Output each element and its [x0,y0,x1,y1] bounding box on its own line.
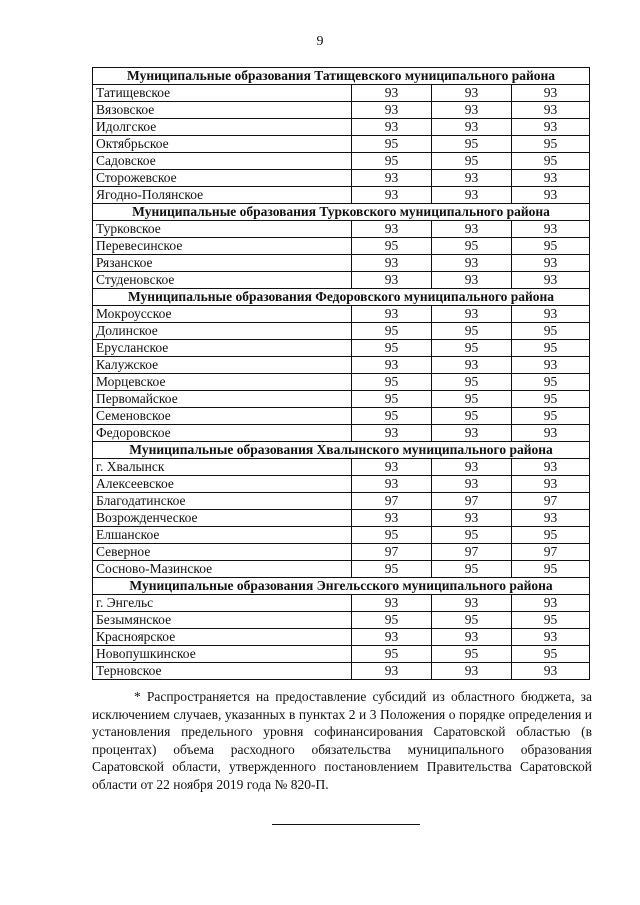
table-row [93,374,590,391]
rate-cell: 97 [432,544,512,561]
rate-cell: 95 [512,153,590,170]
rate-cell: 95 [432,408,512,425]
closing-rule [272,824,420,825]
municipality-name: Садовское [93,153,352,170]
municipality-name: Федоровское [93,425,352,442]
municipality-name: Октябрьское [93,136,352,153]
rate-cell: 95 [432,646,512,663]
rate-cell: 95 [512,391,590,408]
rate-cell: 93 [512,187,590,204]
rate-cell: 95 [352,561,432,578]
rate-cell: 93 [512,102,590,119]
table-row [93,595,590,612]
rate-cell: 93 [512,306,590,323]
rate-cell: 97 [512,544,590,561]
rate-cell: 93 [512,425,590,442]
municipality-name: Елшанское [93,527,352,544]
table-row [93,102,590,119]
rate-cell: 93 [512,170,590,187]
footnote: * Распространяется на предоставление субсидий из областного бюджета, за исключением случаев, указанных в пунктах 2 и 3 Положения о порядке определения и установления предельного уровня софинансирования Саратовской областью (в процентах) объема расходного обязательства муниципального образования Саратовской области, утвержденного постановлением Правительства Саратовской области от 22 ноября 2019 года № 820-П. [92,689,592,792]
rate-cell: 95 [352,374,432,391]
rate-cell: 95 [432,561,512,578]
municipality-name: Турковское [93,221,352,238]
rate-cell: 93 [432,85,512,102]
rate-cell: 93 [432,663,512,680]
rate-cell: 95 [512,340,590,357]
municipality-name: Возрожденческое [93,510,352,527]
table-row [93,408,590,425]
table-row [93,119,590,136]
rate-cell: 95 [432,136,512,153]
municipality-name: Новопушкинское [93,646,352,663]
rate-cell: 93 [512,119,590,136]
rate-cell: 93 [432,119,512,136]
rate-cell: 93 [352,629,432,646]
rate-cell: 93 [512,255,590,272]
page-number: 9 [316,34,324,49]
table-row [93,221,590,238]
table-row [93,459,590,476]
rate-cell: 93 [352,459,432,476]
table-row [93,340,590,357]
rate-cell: 97 [432,493,512,510]
rate-cell: 93 [352,306,432,323]
rate-cell: 95 [352,527,432,544]
rate-cell: 93 [432,425,512,442]
rate-cell: 93 [512,221,590,238]
table-row [93,612,590,629]
municipality-name: Долинское [93,323,352,340]
rate-cell: 95 [512,527,590,544]
rate-cell: 93 [512,629,590,646]
rate-cell: 93 [512,272,590,289]
municipality-name: Терновское [93,663,352,680]
rate-cell: 93 [432,476,512,493]
rate-cell: 93 [432,306,512,323]
rate-cell: 93 [352,510,432,527]
rate-cell: 93 [512,476,590,493]
rate-cell: 93 [352,425,432,442]
table-row [93,663,590,680]
municipality-name: Семеновское [93,408,352,425]
table-row [93,136,590,153]
rate-cell: 93 [512,510,590,527]
rate-cell: 95 [352,646,432,663]
table-row [93,476,590,493]
table-row [93,629,590,646]
rate-cell: 93 [352,102,432,119]
rate-cell: 93 [432,170,512,187]
municipality-name: Рязанское [93,255,352,272]
rate-cell: 95 [432,340,512,357]
section-title: Муниципальные образования Федоровского муниципального района [93,289,590,306]
municipality-name: Перевесинское [93,238,352,255]
rate-cell: 95 [432,374,512,391]
section-title: Муниципальные образования Энгельсского муниципального района [93,578,590,595]
rate-cell: 93 [352,119,432,136]
municipality-name: Северное [93,544,352,561]
table-row [93,323,590,340]
rate-cell: 95 [432,612,512,629]
municipality-name: Идолгское [93,119,352,136]
section-title: Муниципальные образования Татищевского муниципального района [93,68,590,85]
rate-cell: 95 [352,391,432,408]
municipality-name: г. Хвалынск [93,459,352,476]
rate-cell: 95 [512,646,590,663]
table-row [93,425,590,442]
municipality-name: Студеновское [93,272,352,289]
rate-cell: 93 [352,357,432,374]
municipality-name: Алексеевское [93,476,352,493]
rate-cell: 95 [432,323,512,340]
rate-cell: 95 [432,153,512,170]
section-header-row [93,68,590,85]
municipality-name: Благодатинское [93,493,352,510]
rate-cell: 93 [352,170,432,187]
table-row [93,357,590,374]
rate-cell: 93 [352,85,432,102]
rate-cell: 95 [352,153,432,170]
municipality-name: Безымянское [93,612,352,629]
municipality-name: Морцевское [93,374,352,391]
rate-cell: 93 [432,272,512,289]
municipality-name: Сосново-Мазинское [93,561,352,578]
rate-cell: 95 [352,136,432,153]
municipality-name: Красноярское [93,629,352,646]
rate-cell: 95 [512,374,590,391]
rate-cell: 95 [512,136,590,153]
rate-cell: 95 [352,408,432,425]
rate-cell: 93 [512,595,590,612]
table-row [93,187,590,204]
rate-cell: 95 [512,238,590,255]
table-row [93,646,590,663]
rate-cell: 97 [352,493,432,510]
section-header-row [93,578,590,595]
rate-cell: 95 [512,323,590,340]
table-row [93,238,590,255]
section-title: Муниципальные образования Турковского муниципального района [93,204,590,221]
rate-cell: 95 [432,238,512,255]
rate-cell: 97 [512,493,590,510]
rate-cell: 93 [432,459,512,476]
rate-cell: 97 [352,544,432,561]
table-row [93,153,590,170]
rate-cell: 93 [352,595,432,612]
section-header-row [93,289,590,306]
rate-cell: 95 [352,238,432,255]
table-row [93,272,590,289]
municipality-name: Калужское [93,357,352,374]
municipality-name: Вязовское [93,102,352,119]
municipality-name: Ерусланское [93,340,352,357]
rate-cell: 93 [352,663,432,680]
rate-cell: 95 [512,408,590,425]
rate-cell: 93 [432,221,512,238]
subsidy-rate-table [92,67,590,680]
rate-cell: 93 [352,272,432,289]
table-row [93,85,590,102]
rate-cell: 93 [432,510,512,527]
municipality-name: Мокроусское [93,306,352,323]
municipality-name: Ягодно-Полянское [93,187,352,204]
table-row [93,510,590,527]
rate-cell: 95 [512,561,590,578]
section-header-row [93,204,590,221]
rate-cell: 93 [512,459,590,476]
rate-cell: 93 [432,102,512,119]
municipality-name: Первомайское [93,391,352,408]
table-row [93,561,590,578]
table-row [93,306,590,323]
rate-cell: 93 [432,595,512,612]
table-row [93,391,590,408]
rate-cell: 95 [432,391,512,408]
section-header-row [93,442,590,459]
rate-cell: 95 [352,612,432,629]
rate-cell: 93 [512,85,590,102]
municipality-name: Татищевское [93,85,352,102]
rate-cell: 93 [352,221,432,238]
rate-cell: 93 [432,357,512,374]
rate-cell: 93 [432,187,512,204]
rate-cell: 93 [352,187,432,204]
rate-cell: 95 [352,323,432,340]
rate-cell: 95 [432,527,512,544]
rate-cell: 93 [352,255,432,272]
rate-cell: 93 [432,255,512,272]
table-row [93,170,590,187]
table-row [93,527,590,544]
table-row [93,255,590,272]
rate-cell: 93 [512,663,590,680]
rate-cell: 95 [352,340,432,357]
rate-cell: 95 [512,612,590,629]
rate-cell: 93 [352,476,432,493]
table-row [93,493,590,510]
table-row [93,544,590,561]
municipality-name: г. Энгельс [93,595,352,612]
rate-cell: 93 [512,357,590,374]
rate-cell: 93 [432,629,512,646]
section-title: Муниципальные образования Хвалынского муниципального района [93,442,590,459]
municipality-name: Сторожевское [93,170,352,187]
